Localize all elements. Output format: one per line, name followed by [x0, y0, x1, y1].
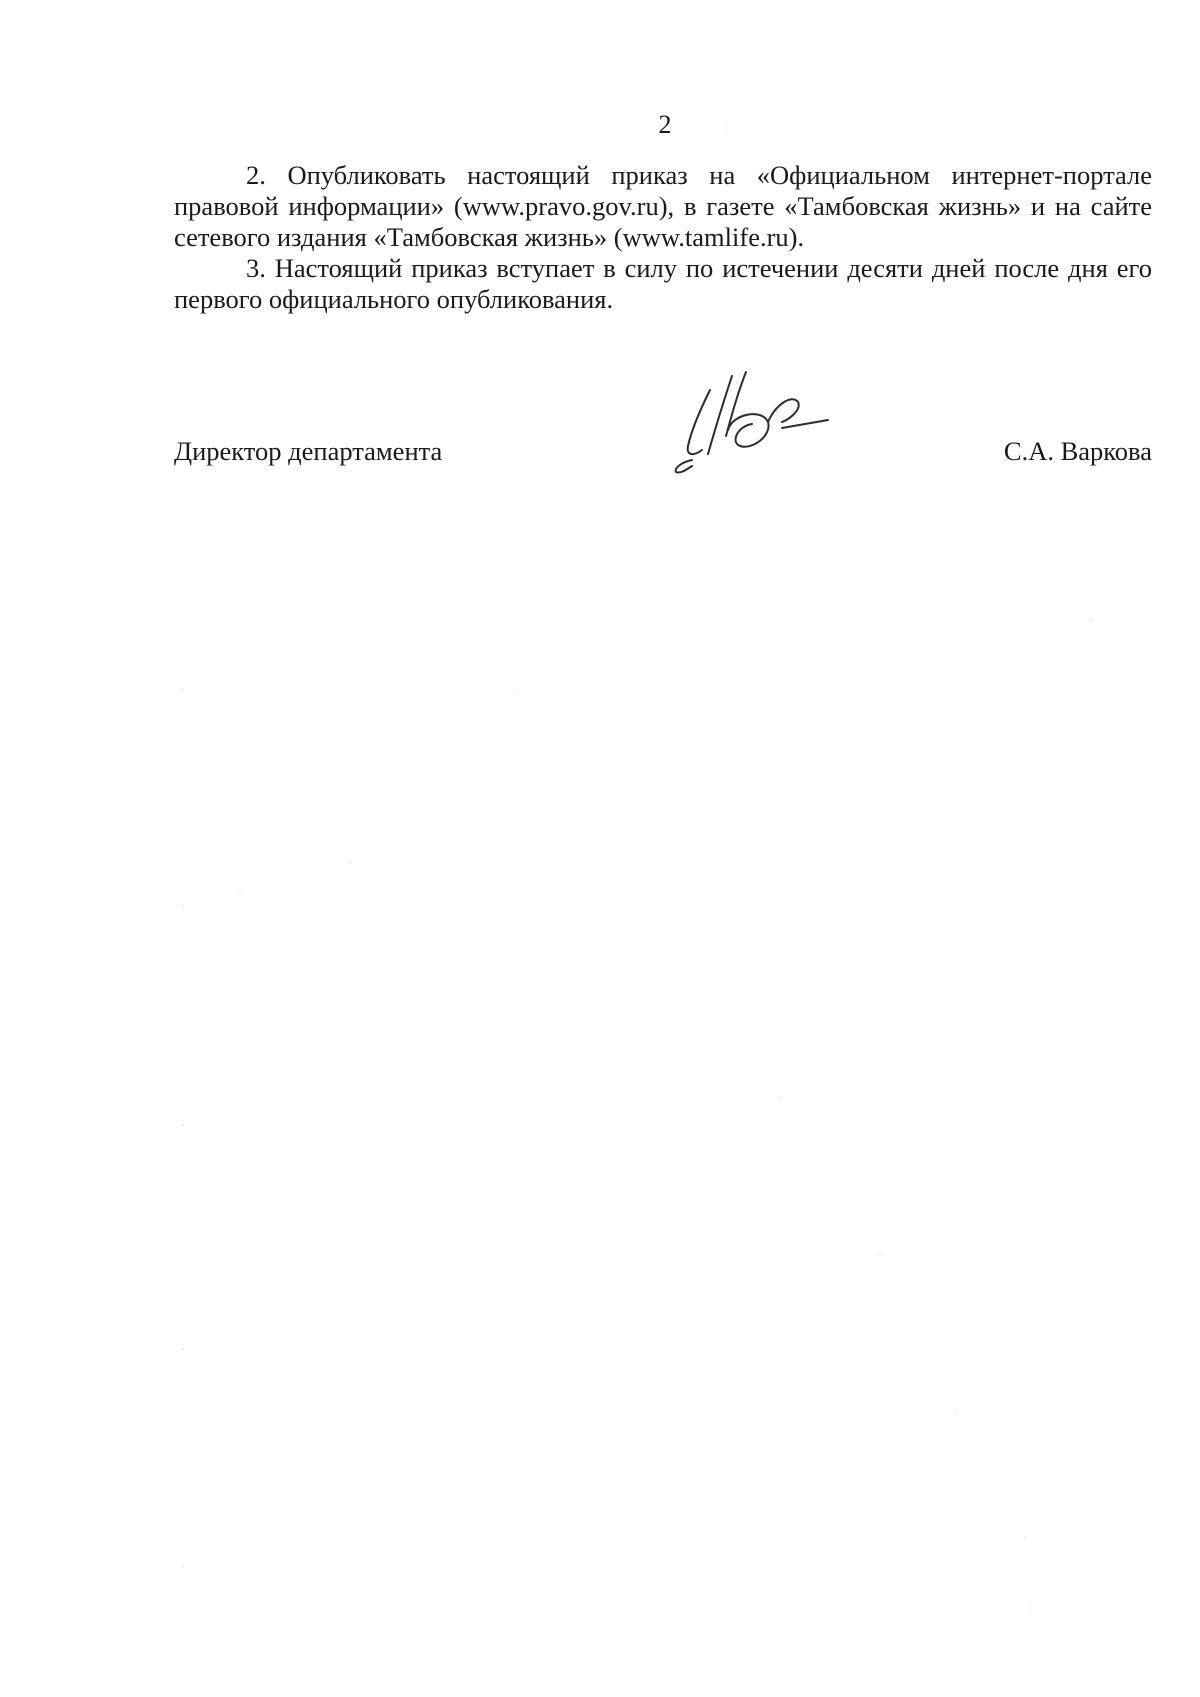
- document-body: [174, 160, 1152, 315]
- page-number: 2: [658, 110, 672, 139]
- paragraph-2: 2. Опубликовать настоящий приказ на «Официальном интернет-портале правовой информации» (www.pravo.gov.ru), в газете «Тамбовская жизнь» и на сайте сетевого издания «Тамбовская жизнь» (www.tamlife.ru).: [174, 160, 1152, 252]
- paragraph-3: 3. Настоящий приказ вступает в силу по истечении десяти дней после дня его первого официального опубликования.: [174, 253, 1152, 314]
- signature-block: [174, 436, 1152, 476]
- signer-title: Директор департамента: [174, 436, 443, 466]
- signer-name: С.А. Варкова: [1003, 436, 1152, 466]
